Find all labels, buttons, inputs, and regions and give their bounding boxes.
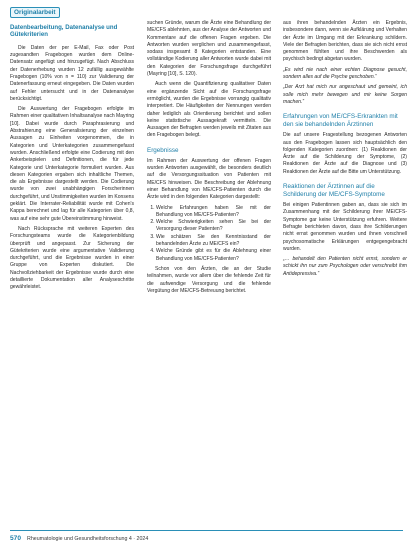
paragraph: suchen Gründe, warum die Ärzte eine Behandlung der ME/CFS ablehnten, aus der Analyse der Antworten und Kommentare auf die offenen Fragen ergeben. Die Antworten wurden verglichen und zusammengefasst, sodass insgesamt 8 Kategorien entstanden. Eine vollständige Kodierung aller Antworten wurde dabei mit den Kategorien der Forschungsfrage durchgeführt (Mayring [10], S. 120). <box>147 20 271 78</box>
paragraph: Im Rahmen der Auswertung der offenen Fragen wurden Antworten ausgewählt, die besonders deutlich auf die Versorgungssituation von Patienten mit ME/CFS hinweisen. Die Beschreibung der Ablehnung einer Behandlung von ME/CFS-Patienten durch die Ärzte wird in den folgenden Kategorien dargestellt: <box>147 157 271 201</box>
quote: „… behandelt den Patienten nicht ernst, sondern er schickt ihn nur zum Psychologen oder verschreibt ihm Antidepressiva.“ <box>283 256 407 277</box>
section-heading-results: Ergebnisse <box>147 146 179 154</box>
section-heading-reactions: Reaktionen der Ärztinnen auf die Schilderung der ME/CFS-Symptome <box>283 183 385 199</box>
section-heading-experiences: Erfahrungen von ME/CFS-Erkrankten mit den sie behandelnden Ärztinnen <box>283 113 398 129</box>
journal-name: Rheumatologie und Gesundheitsforschung 4 · 2024 <box>27 536 149 542</box>
list-item: 4. Welche Gründe gibt es für die Ablehnung einer Behandlung von ME/CFS-Patienten? <box>156 248 271 263</box>
quote: „Es wird nie nach einer echten Diagnose gesucht, sondern alles auf die Psyche geschoben.“ <box>283 66 407 81</box>
paragraph: Die Daten der per E-Mail, Fax oder Post zugesandten Fragebogen wurden dem Online-Datensatz angefügt und hinzugefügt. Nach Abschluss der Datenerhebung wurden 12 zufällig ausgewählte Fragebogen (10% von n = 110) zur Validierung der Datenerfassung erneut eingegeben. Die Daten wurden auf Fehler untersucht und in der Datenanalyse berücksichtigt. <box>10 44 134 102</box>
page-number: 570 <box>10 535 22 542</box>
quote: „Der Arzt hat mich nur angeschaut und gemeint, ich solle mich mehr bewegen und mir keine Sorgen machen.“ <box>283 84 407 105</box>
paragraph: Die Auswertung der Fragebogen erfolgte im Rahmen einer qualitativen Inhaltsanalyse nach Mayring [10]. Dabei wurde durch Paraphrasierung und Abstrahierung eine Generalisierung der einzelnen Aussagen zu Einheiten vorgenommen, die in Kategorien und Unterkategorien zusammengefasst wurden. Anschließend erfolgte eine Codierung mit den Ankerbeispielen und Definitionen, die für jede Kategorie und Unterkategorie formuliert wurden. Aus diesen Kategorien ergaben sich inhaltliche Themen, die als Ergebnisse dargestellt werden. Die Codierung wurde von zwei unabhängigen Forscherinnen durchgeführt, und Unstimmigkeiten wurden im Konsens geklärt. Die Interrater-Reliabilität wurde mit Cohen's Kappa berechnet und lag für alle Kategorien über 0,8, was auf eine sehr gute Übereinstimmung hinweist. <box>10 106 135 222</box>
column-2 <box>147 20 271 298</box>
paragraph: Bei einigen Patientinnen gaben an, dass sie sich im Zusammenhang mit der Schilderung ihrer ME/CFS-Symptome gar keine Unterstützung erfuhren. Weitere Befragte berichteten davon, dass ihre Schilderungen nicht ernst genommen wurden und ihnen vorschnell psychosomatische Erklärungen entgegengebracht wurden. <box>283 202 407 252</box>
paragraph: Die auf unsere Fragestellung bezogenen Antworten aus den Fragebogen lassen sich hauptsächlich den folgenden Kategorien zuordnen: (1) Reaktionen der Ärzte auf die Schilderung der Symptome, (2) Reaktionen der Ärzte auf die Diagnose und (3) Reaktionen der Ärzte auf die Bitte um Unterstützung. <box>283 132 407 175</box>
paragraph: Nach Rücksprache mit weiteren Experten des Forschungsteams wurde die Kategorienbildung überprüft und angepasst. Zur Sicherung der Gütekriterien wurde eine argumentative Validierung durchgeführt, und die Ergebnisse wurden in einer Gruppe von Experten diskutiert. Die Nachvollziehbarkeit der Ergebnisse wurde durch eine detaillierte Dokumentation aller Analyseschritte gewährleistet. <box>10 225 134 291</box>
column-1 <box>10 24 134 295</box>
section-label: Originalarbeit <box>10 7 60 18</box>
paragraph: aus ihren behandelnden Ärzten ein Ergebnis, insbesondere dann, wenn sie Aufklärung und Verhalten der Ärzte im Umgang mit der Erkrankung schildern. Viele der Befragten berichten, dass sie sich nicht ernst genommen fühlten und ihre Beschwerden als psychisch bedingt abgetan wurden. <box>283 20 407 63</box>
question-list <box>147 205 271 263</box>
paragraph: Schon von den Ärzten, die an der Studie teilnahmen, wurde vor allem über die fehlende Zeit für die aufwendige Versorgung und die fehlende Vergütung der ME/CFS-Betreuung berichtet. <box>147 265 271 294</box>
paragraph: Auch wenn die Quantifizierung qualitativer Daten eine ergänzende Sicht auf die Forschungsfrage ermöglicht, wurden die Ergebnisse vorrangig qualitativ interpretiert. Die Häufigkeiten der Nennungen werden daher lediglich als Orientierung berichtet und sollen keine statistische Aussagekraft vermitteln. Die Aussagen der Befragten werden jeweils mit Zitaten aus den Fragebogen belegt. <box>147 81 271 139</box>
list-item: 2. Welche Schwierigkeiten sehen Sie bei der Versorgung dieser Patienten? <box>156 219 271 234</box>
list-item: 3. Wie schätzen Sie den Kenntnisstand der behandelnden Ärzte zu ME/CFS ein? <box>156 234 271 249</box>
column-3 <box>283 20 407 281</box>
list-item: 1. Welche Erfahrungen haben Sie mit der Behandlung von ME/CFS-Patienten? <box>156 205 271 220</box>
footer-divider <box>10 530 403 531</box>
section-heading-data: Datenbearbeitung, Datenanalyse und Gütekriterien <box>10 24 118 39</box>
